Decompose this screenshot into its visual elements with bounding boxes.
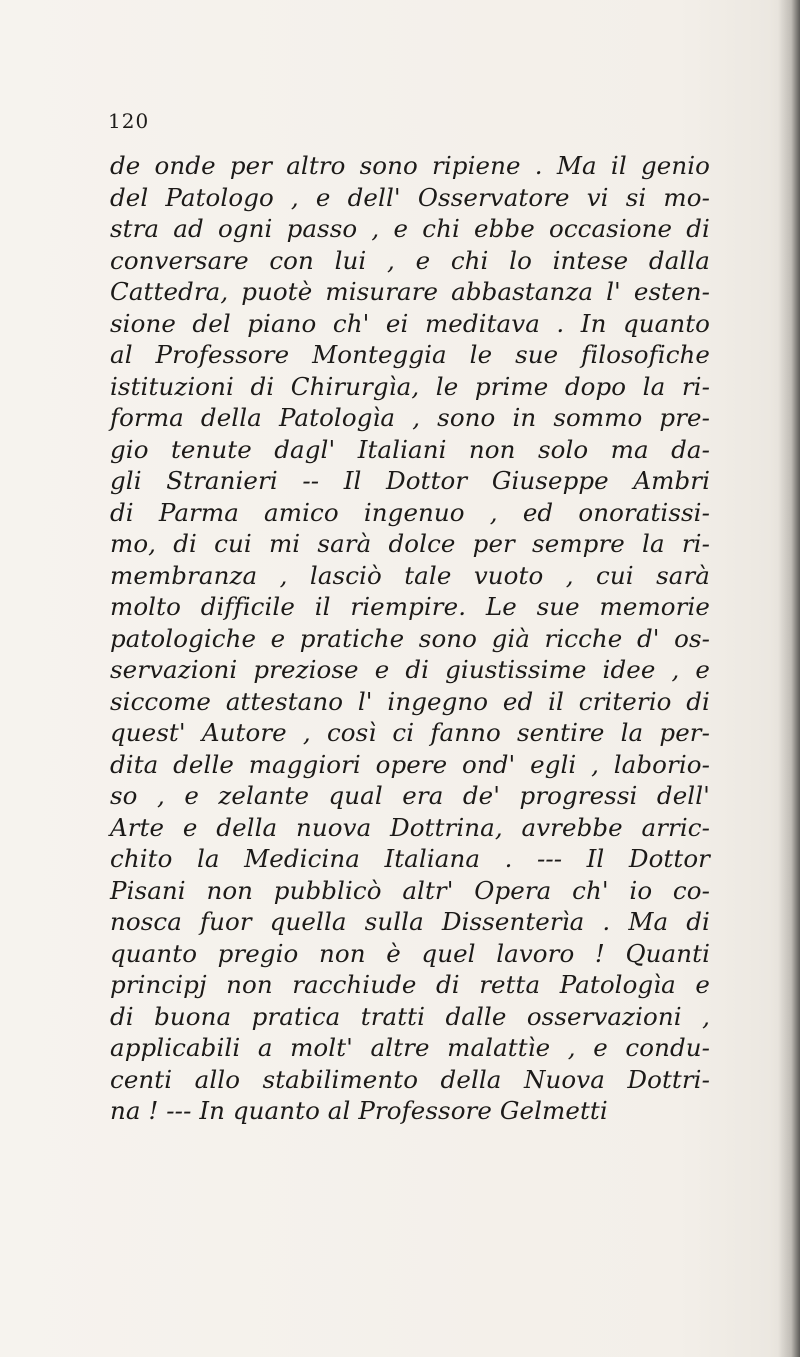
text-line-1: de onde per altro sono ripiene . Ma il genio (110, 151, 710, 180)
text-line-19: quest' Autore , così ci fanno sentire la per- (110, 718, 710, 747)
text-line-17: servazioni preziose e di giustissime idee , e (110, 655, 710, 684)
text-line-30: centi allo stabilimento della Nuova Dottri- (110, 1064, 710, 1094)
text-line-12: di Parma amico ingenuo , ed onoratissi- (110, 497, 710, 527)
text-line-18: siccome attestano l' ingegno ed il criterio di (110, 686, 710, 716)
text-line-26: quanto pregio non è quel lavoro ! Quanti (110, 938, 710, 968)
text-line-7: al Professore Monteggia le sue filosofiche (110, 340, 710, 369)
text-line-31: na ! --- In quanto al Professore Gelmetti (110, 1096, 608, 1125)
text-line-10: gio tenute dagl' Italiani non solo ma da- (110, 434, 710, 464)
text-line-23: chito la Medicina Italiana . --- Il Dottor (110, 844, 710, 873)
text-line-2: del Patologo , e dell' Osservatore vi si mo- (110, 182, 710, 212)
text-line-3: stra ad ogni passo , e chi ebbe occasione di (110, 214, 710, 243)
text-line-21: so , e zelante qual era de' progressi dell' (110, 781, 710, 810)
text-line-25: nosca fuor quella sulla Dissenterìa . Ma di (110, 907, 710, 936)
text-line-22: Arte e della nuova Dottrina, avrebbe arric- (110, 812, 710, 842)
text-line-5: Cattedra, puotè misurare abbastanza l' esten- (110, 277, 710, 306)
text-line-14: membranza , lasciò tale vuoto , cui sarà (110, 560, 710, 590)
body-text (110, 150, 710, 1127)
text-line-29: applicabili a molt' altre malattìe , e condu- (110, 1033, 710, 1062)
text-line-13: mo, di cui mi sarà dolce per sempre la ri- (110, 529, 710, 558)
text-line-6: sione del piano ch' ei meditava . In quanto (110, 308, 710, 338)
text-line-11: gli Stranieri -- Il Dottor Giuseppe Ambri (110, 466, 710, 495)
text-line-8: istituzioni di Chirurgìa, le prime dopo la ri- (110, 371, 710, 401)
text-line-24: Pisani non pubblicò altr' Opera ch' io co- (110, 875, 710, 905)
text-line-28: di buona pratica tratti dalle osservazioni , (110, 1001, 710, 1031)
text-line-4: conversare con lui , e chi lo intese dalla (110, 245, 710, 275)
page-edge-shadow (778, 0, 800, 1357)
page-number: 120 (108, 109, 150, 133)
text-line-15: molto difficile il riempire. Le sue memorie (110, 592, 710, 621)
text-line-20: dita delle maggiori opere ond' egli , laborio- (110, 749, 710, 779)
text-line-16: patologiche e pratiche sono già ricche d' os- (110, 623, 710, 653)
text-line-27: principj non racchiude di retta Patologìa e (110, 970, 710, 999)
text-line-9: forma della Patologìa , sono in sommo pre- (110, 403, 710, 432)
